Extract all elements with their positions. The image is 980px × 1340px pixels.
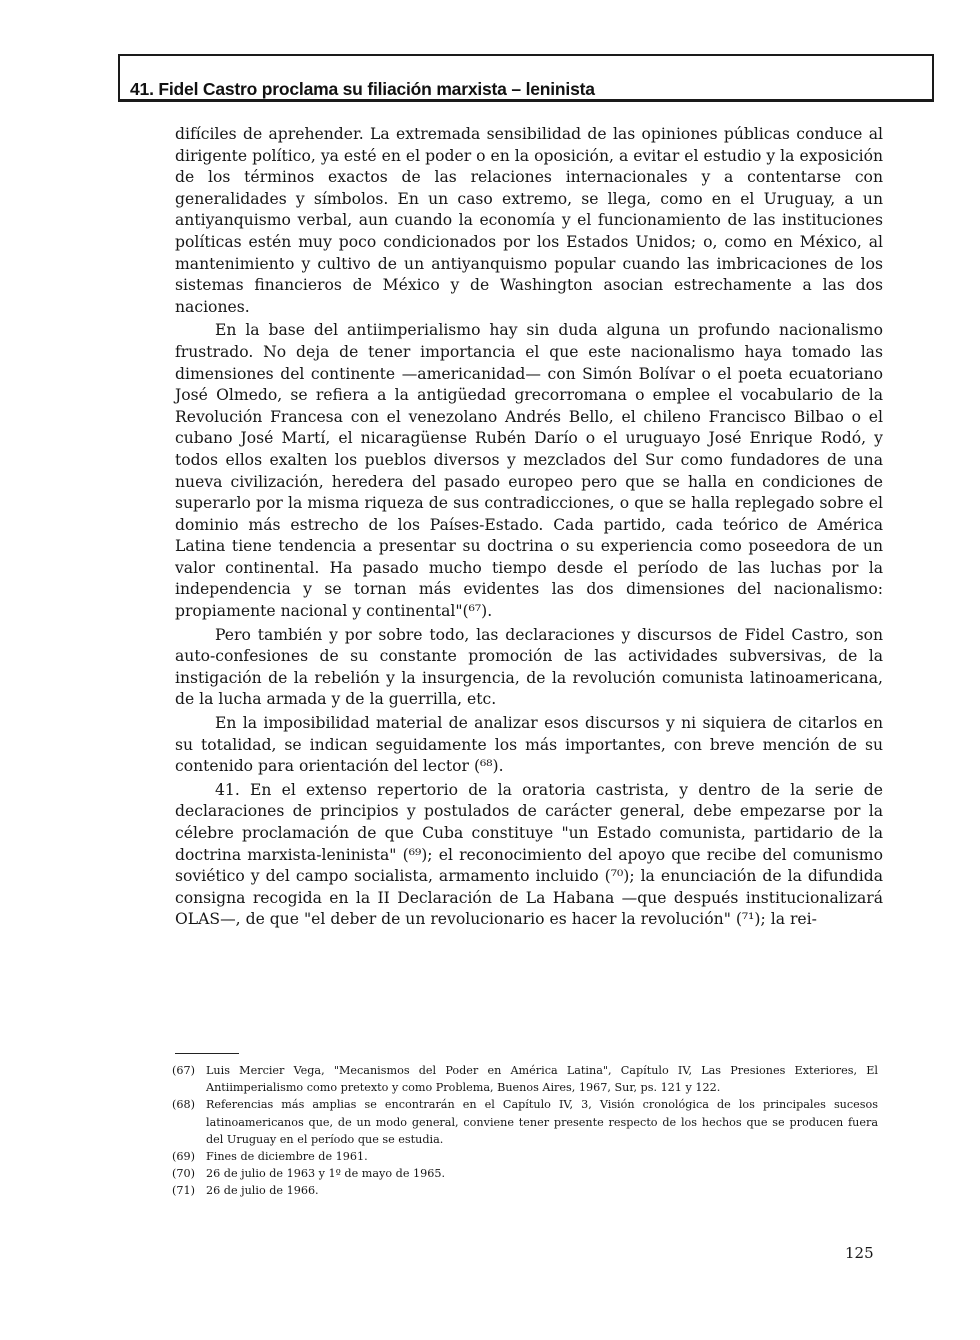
footnote-number: (70) bbox=[172, 1167, 195, 1181]
footnote bbox=[172, 1182, 878, 1199]
footnote-text: 26 de julio de 1966. bbox=[206, 1184, 319, 1198]
footnote-number: (71) bbox=[172, 1184, 195, 1198]
paragraph: 41. En el extenso repertorio de la oratoria castrista, y dentro de la serie de declaraciones de principios y postulados de carácter general, debe empezarse por la célebre proclamación de que Cuba constituye "un Estado comunista, partidario de la doctrina marxista-leninista" (⁶⁹); el reconocimiento del apoyo que recibe del comunismo soviético y del campo socialista, armamento incluido (⁷⁰); la enunciación de la difundida consigna recogida en la II Declaración de La Habana —que después institucionalizará OLAS—, de que "el deber de un revolucionario es hacer la revolución" (⁷¹); la rei- bbox=[175, 780, 883, 929]
footnote-number: (69) bbox=[172, 1150, 195, 1164]
footnote-text: Referencias más amplias se encontrarán en el Capítulo IV, 3, Visión cronológica de los principales sucesos latinoamericanos que, de un modo general, conviene tener presente respecto de los hechos que se producen fuera del Uruguay en el período que se estudia. bbox=[206, 1098, 878, 1146]
main-text bbox=[175, 124, 883, 931]
running-header bbox=[118, 54, 934, 102]
footnote-text: Fines de diciembre de 1961. bbox=[206, 1150, 368, 1164]
footnote-text: 26 de julio de 1963 y 1º de mayo de 1965. bbox=[206, 1167, 446, 1181]
footnote bbox=[172, 1148, 878, 1165]
paragraph: difíciles de aprehender. La extremada sensibilidad de las opiniones públicas conduce al dirigente político, ya esté en el poder o en la oposición, a evitar el estudio y la exposición de los términos exactos de las relaciones internacionales y a contentarse con generalidades y símbolos. En un caso extremo, se llega, como en el Uruguay, a un antiyanquismo verbal, aun cuando la economía y el funcionamiento de las instituciones políticas estén muy poco condicionados por los Estados Unidos; o, como en México, al mantenimiento y cultivo de un antiyanquismo popular cuando las imbricaciones de los sistemas financieros de México y de Washington asocian estrechamente a las dos naciones. bbox=[175, 125, 883, 316]
footnote bbox=[172, 1096, 878, 1148]
footnote bbox=[172, 1165, 878, 1182]
footnotes bbox=[172, 1062, 878, 1200]
page-number: 125 bbox=[845, 1244, 874, 1262]
footnote-text: Luis Mercier Vega, "Mecanismos del Poder en América Latina", Capítulo IV, Las Presiones Exteriores, El Antiimperialismo como pretexto y como Problema, Buenos Aires, 1967, Sur, ps. 121 y 122. bbox=[206, 1064, 878, 1095]
footnote-number: (68) bbox=[172, 1098, 195, 1112]
section-title: 41. Fidel Castro proclama su filiación marxista – leninista bbox=[130, 79, 595, 99]
paragraph: Pero también y por sobre todo, las declaraciones y discursos de Fidel Castro, son auto-confesiones de su constante promoción de las actividades subversivas, de la instigación de la rebelión y la insurgencia, de la revolución comunista latinoamericana, de la lucha armada y de la guerrilla, etc. bbox=[175, 625, 883, 709]
footnote-number: (67) bbox=[172, 1064, 195, 1077]
footnote-separator bbox=[175, 1053, 239, 1054]
footnote bbox=[172, 1062, 878, 1096]
paragraph: En la imposibilidad material de analizar esos discursos y ni siquiera de citarlos en su totalidad, se indican seguidamente los más importantes, con breve mención de su contenido para orientación del lector (⁶⁸). bbox=[175, 714, 883, 776]
paragraph: En la base del antiimperialismo hay sin duda alguna un profundo nacionalismo frustrado. No deja de tener importancia el que este nacionalismo haya tomado las dimensiones del continente —americanidad— con Simón Bolívar o el poeta ecuatoriano José Olmedo, se refiera a la antigüedad grecorromana o emplee el vocabulario de la Revolución Francesa con el venezolano Andrés Bello, el chileno Francisco Bilbao o el cubano José Martí, el nicaragüense Rubén Darío o el uruguayo José Enrique Rodó, y todos ellos exalten los pueblos diversos y mezclados del Sur como fundadores de una nueva civilización, heredera del pasado europeo pero que se halla en condiciones de superarlo por la misma riqueza de sus contradicciones, o que se halla replegado sobre el dominio más estrecho de los Países-Estado. Cada partido, cada teórico de América Latina tiene tendencia a presentar su doctrina o su experiencia como poseedora de un valor continental. Ha pasado mucho tiempo desde el período de las luchas por la independencia y se tornan más evidentes las dos dimensiones del nacionalismo: propiamente nacional y continental"(⁶⁷). bbox=[175, 321, 883, 621]
header-rule bbox=[120, 99, 932, 100]
